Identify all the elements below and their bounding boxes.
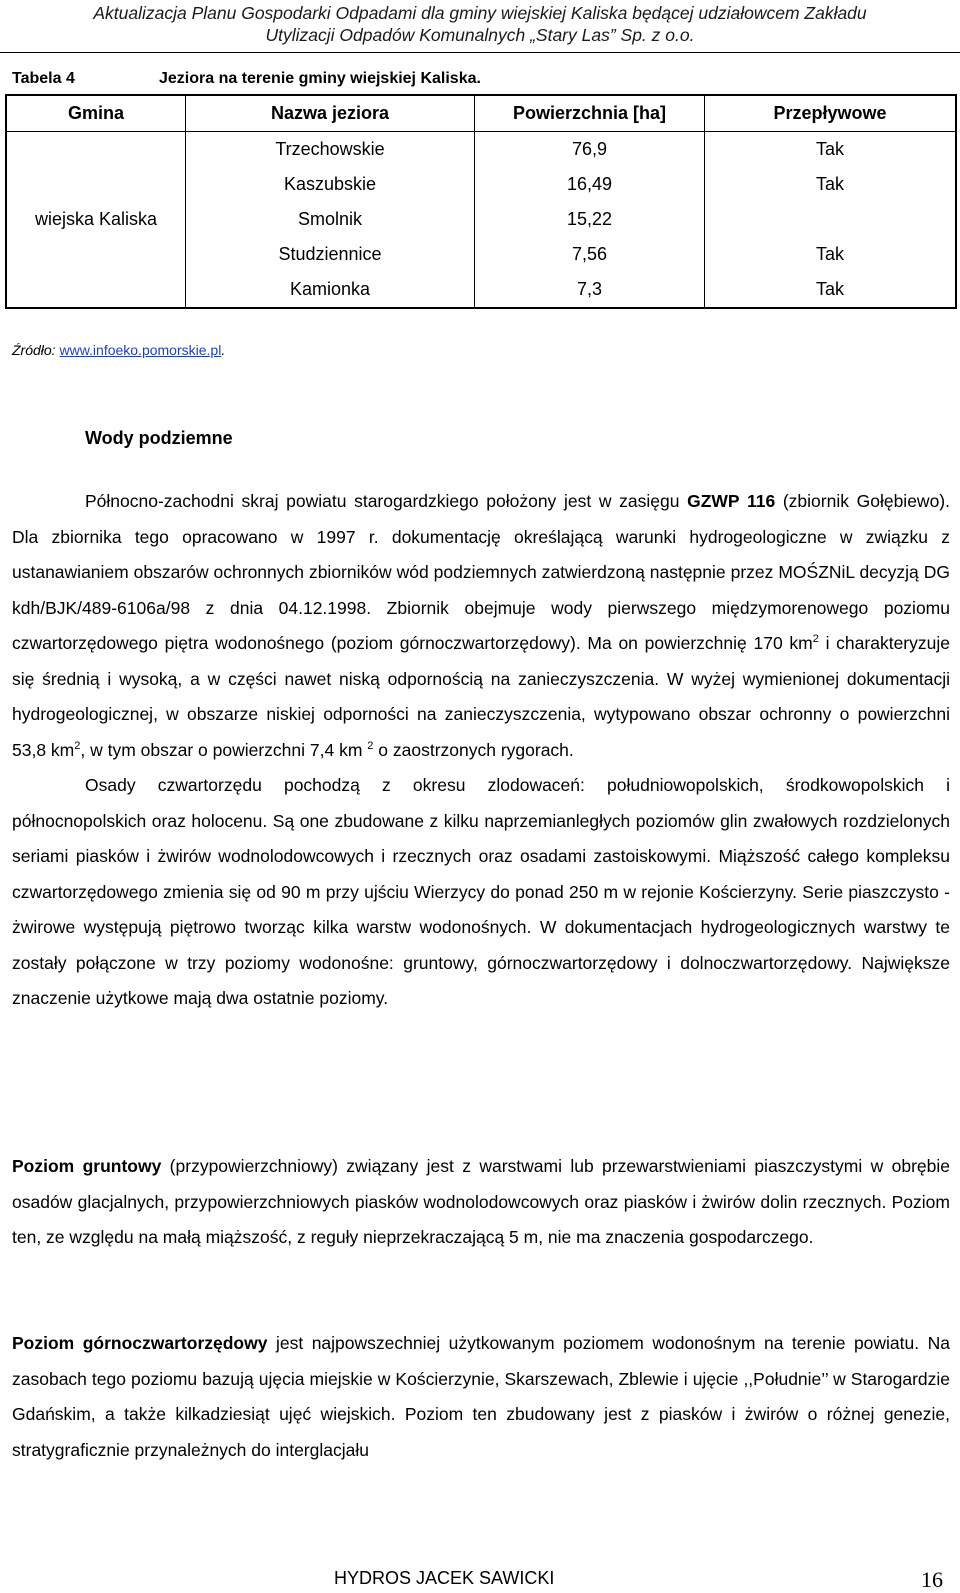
lake-area-cell: 16,49: [475, 167, 705, 202]
lake-area-cell: 7,3: [475, 272, 705, 308]
source-label: Źródło:: [12, 342, 60, 358]
lake-area-cell: 15,22: [475, 202, 705, 237]
column-header: Powierzchnia [ha]: [475, 95, 705, 132]
column-header: Nazwa jeziora: [186, 95, 475, 132]
lake-name-cell: Kamionka: [186, 272, 475, 308]
page-number: 16: [921, 1567, 943, 1592]
paragraph-text: o zaostrzonych rygorach.: [373, 739, 574, 760]
header-line-1: Aktualizacja Planu Gospodarki Odpadami dla gminy wiejskiej Kaliska będącej udziałowcem Zakładu: [93, 3, 867, 23]
lake-area-cell: 7,56: [475, 237, 705, 272]
superscript: 2: [812, 633, 819, 646]
header-line-2: Utylizacji Odpadów Komunalnych „Stary Las” Sp. z o.o.: [265, 25, 695, 45]
table-header-row: [6, 95, 956, 132]
paragraph-text: i charakteryzuje się średnią i wysoką, a w części nawet niską odpornością na zanieczyszczenia. W wyżej wymienionej dokumentacji hydrogeologicznej, w obszarze niskiej odporności na zanieczyszczenia, wytypowano obszar ochronny o powierzchni 53,8 km: [12, 633, 950, 760]
column-header: Gmina: [6, 95, 186, 132]
paragraph-gornoczwartorzedowy: [12, 1326, 950, 1468]
lake-flow-cell: Tak: [705, 132, 957, 168]
paragraph-gruntowy: [12, 1149, 950, 1256]
paragraph-text: jest najpowszechniej użytkowanym poziomem wodonośnym na terenie powiatu. Na zasobach tego poziomu bazują ujęcia miejskie w Kościerzynie, Skarszewach, Zblewie i ujęcie ,,Południe’’ w Starogardzie Gdańskim, a także kilkadziesiąt ujęć wiejskich. Poziom ten zbudowany jest z piasków i żwirów o różnej genezie, stratygraficznie przynależnych do interglacjału: [12, 1333, 950, 1460]
lake-area-cell: 76,9: [475, 132, 705, 168]
paragraph-quaternary: Osady czwartorzędu pochodzą z okresu zlodowaceń: południowopolskich, środkowopolskich i północnopolskich oraz holocenu. Są one zbudowane z kilku naprzemianległych poziomów glin zwałowych rozdzielonych seriami piasków i żwirów wodnolodowcowych i rzecznych oraz osadami zastoiskowymi. Miąższość całego kompleksu czwartorzędowego zmienia się od 90 m przy ujściu Wierzycy do ponad 250 m w rejonie Kościerzyny. Serie piaszczysto - żwirowe występują piętrowo tworząc kilka warstw wodonośnych. W dokumentacjach hydrogeologicznych warstwy te zostały połączone w trzy poziomy wodonośne: gruntowy, górnoczwartorzędowy i dolnoczwartorzędowy. Największe znaczenie użytkowe mają dwa ostatnie poziomy.: [12, 775, 950, 1008]
source-link[interactable]: www.infoeko.pomorskie.pl: [59, 342, 222, 358]
table-title: Jeziora na terenie gminy wiejskiej Kaliska.: [159, 70, 481, 87]
table-caption: [12, 70, 481, 88]
paragraph-text: (przypowierzchniowy) związany jest z warstwami lub przewarstwieniami piaszczystymi w obrębie osadów glacjalnych, przypowierzchniowych piasków wodnolodowcowych oraz piasków i żwirów dolin rzecznych. Poziom ten, ze względu na małą miąższość, z reguły nieprzekraczającą 5 m, nie ma znaczenia gospodarczego.: [12, 1156, 950, 1247]
paragraph-gzwp: [12, 484, 950, 1017]
lake-name-cell: Smolnik: [186, 202, 475, 237]
paragraph-text: , w tym obszar o powierzchni 7,4 km: [80, 739, 368, 760]
column-header: Przepływowe: [705, 95, 957, 132]
lake-flow-cell: [705, 202, 957, 237]
lake-name-cell: Kaszubskie: [186, 167, 475, 202]
lake-flow-cell: Tak: [705, 237, 957, 272]
document-header: [0, 2, 960, 46]
source-end: .: [221, 342, 226, 358]
lake-flow-cell: Tak: [705, 272, 957, 308]
paragraph-bold: GZWP 116: [687, 491, 776, 511]
lake-flow-cell: Tak: [705, 167, 957, 202]
header-divider: [0, 52, 960, 53]
footer-company: HYDROS JACEK SAWICKI: [334, 1568, 555, 1588]
table-number: Tabela 4: [12, 70, 75, 87]
superscript: 2: [74, 739, 81, 752]
table-row: [6, 132, 956, 168]
table-source: [12, 342, 225, 358]
paragraph-text: Północno-zachodni skraj powiatu starogardzkiego położony jest w zasięgu: [85, 491, 688, 511]
section-title: Wody podziemne: [85, 428, 233, 448]
paragraph-bold: Poziom górnoczwartorzędowy: [12, 1333, 268, 1353]
lake-name-cell: Studziennice: [186, 237, 475, 272]
superscript: 2: [367, 739, 374, 752]
paragraph-text: (zbiornik Gołębiewo). Dla zbiornika tego opracowano w 1997 r. dokumentację określającą warunki hydrogeologiczne w związku z ustanawianiem obszarów ochronnych zbiorników wód podziemnych zatwierdzoną następnie przez MOŚZNiL decyzją DG kdh/BJK/489-6106a/98 z dnia 04.12.1998. Zbiornik obejmuje wody pierwszego międzymorenowego poziomu czwartorzędowego piętra wodonośnego (poziom górnoczwartorzędowy). Ma on powierzchnię 170 km: [12, 491, 950, 653]
paragraph-bold: Poziom gruntowy: [12, 1156, 162, 1176]
group-cell: wiejska Kaliska: [6, 132, 186, 309]
lakes-table: [5, 94, 957, 309]
lake-name-cell: Trzechowskie: [186, 132, 475, 168]
